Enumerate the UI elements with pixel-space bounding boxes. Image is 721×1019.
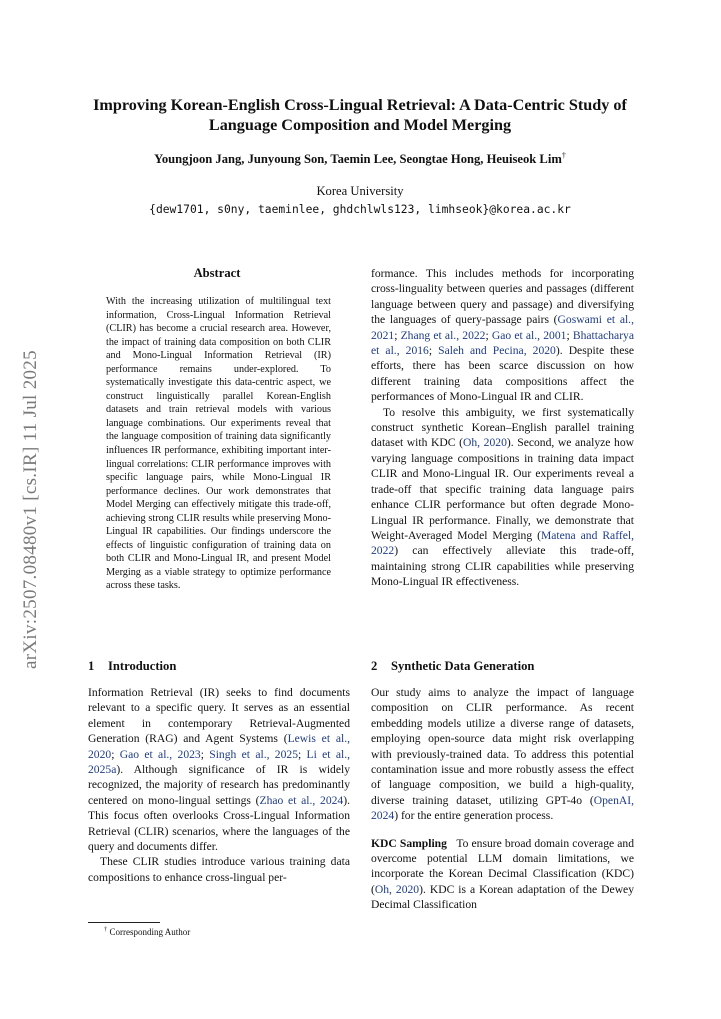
citation-link[interactable]: Lewis et al., 2020 bbox=[88, 732, 350, 761]
section-1-title: Introduction bbox=[108, 659, 177, 673]
section-1-number: 1 bbox=[88, 659, 95, 673]
section-2-number: 2 bbox=[371, 659, 378, 673]
text-run: ). Although significance of IR is widely recognized, the majority of research has predominantly centered on mono-lingual settings ( bbox=[88, 763, 350, 807]
text-run: ; bbox=[428, 344, 439, 358]
citation-link[interactable]: Matena and Raffel, 2022 bbox=[371, 528, 634, 558]
arxiv-identifier-stamp: arXiv:2507.08480v1 [cs.IR] 11 Jul 2025 bbox=[20, 350, 41, 670]
citation-link[interactable]: Singh et al., 2025 bbox=[209, 747, 298, 761]
abstract-heading: Abstract bbox=[193, 266, 241, 280]
citation-link[interactable]: OpenAI, 2024 bbox=[371, 793, 634, 823]
intro-paragraph-2: These CLIR studies introduce various training data compositions to enhance cross-lingual per- bbox=[88, 855, 350, 884]
text-run: ; bbox=[200, 747, 210, 761]
text-run: To ensure broad domain coverage and overcome potential LLM domain limitations, we incorporate the Korean Decimal Classification (KDC) ( bbox=[371, 836, 634, 896]
right-column-body-bottom bbox=[371, 685, 634, 913]
text-run: ) can effectively alleviate this trade-off, maintaining strong CLIR capabilities while preserving Mono-Lingual IR effectiveness. bbox=[371, 544, 634, 589]
text-run: ). Second, we analyze how varying language compositions in training data impact CLIR and Mono-Lingual IR. Our experiments reveal a trade-off that specific training data language pairs enhance CLIR performance but often degrade Mono-Lingual IR performance. Finally, we demonstrate that Weight-Averaged Model Merging ( bbox=[371, 436, 635, 542]
citation-link[interactable]: Bhattacharya et al., 2016 bbox=[371, 328, 634, 358]
footnote-rule bbox=[88, 922, 160, 923]
citation-link[interactable]: Gao et al., 2023 bbox=[119, 747, 201, 761]
text-run: ; bbox=[298, 747, 307, 761]
footnote bbox=[104, 926, 190, 937]
footnote-text: Corresponding Author bbox=[109, 927, 191, 937]
text-run: formance. This includes methods for incorporating cross-linguality between queries and passages (different language between query and passage) and diversifying the languages of query-passage pairs ( bbox=[371, 267, 634, 327]
text-run: ). Despite these efforts, there has been scarce discussion on how different training data compositions affect the performances of Mono-Lingual IR and CLIR. bbox=[371, 344, 634, 404]
abstract-text: With the increasing utilization of multilingual text information, Cross-Lingual Information Retrieval (CLIR) has become a crucial research area. However, the impact of training data composition on both CLIR and Mono-Lingual Information Retrieval (IR) performance remains under-explored. To systematically investigate this data-centric aspect, we construct linguistically parallel Korean-English datasets and train retrieval models with various language combinations. Our experiments reveal that the language composition of training data significantly influences IR performance, exhibiting important inter-lingual correlations: CLIR performance improves with specific language pairs, while Mono-Lingual IR performance declines. Our work demonstrates that Model Merging can effectively mitigate this trade-off, achieving strong CLIR results while preserving Mono-Lingual IR capabilities. Our findings underscore the effects of linguistic configuration of training data on both CLIR and Mono-Lingual IR, and present Model Merging as a viable strategy to optimize performance across these tasks. bbox=[106, 296, 331, 592]
text-run: ). KDC is a Korean adaptation of the Dewey Decimal Classification bbox=[371, 882, 635, 912]
section-1-heading bbox=[88, 659, 176, 674]
citation-link[interactable]: Oh, 2020 bbox=[463, 436, 507, 450]
left-column-body bbox=[88, 685, 350, 885]
section-2-paragraph-1 bbox=[371, 685, 634, 824]
text-run: ; bbox=[111, 747, 120, 761]
citation-link[interactable]: Oh, 2020 bbox=[374, 882, 420, 896]
citation-link[interactable]: Zhang et al., 2022 bbox=[400, 328, 486, 342]
section-2-paragraph-2 bbox=[371, 836, 634, 913]
author-list bbox=[70, 151, 650, 167]
text-run: Our study aims to analyze the impact of language composition on CLIR performance. As recent embedding models utilize a diverse range of datasets, employing open-source data might risk overlapping with previously-trained data. To address this potential contamination issue and more robustly assess the effect of language composition, we build a high-quality, diverse training dataset, utilizing GPT-4o ( bbox=[371, 686, 634, 807]
text-run: ; bbox=[394, 328, 401, 342]
author-names: Youngjoon Jang, Junyoung Son, Taemin Lee, Seongtae Hong, Heuiseok Lim bbox=[154, 152, 562, 167]
paper-title: Improving Korean-English Cross-Lingual Retrieval: A Data-Centric Study of Language Composition and Model Merging bbox=[93, 96, 627, 134]
text-run: ; bbox=[566, 328, 573, 342]
corresponding-author-mark: † bbox=[561, 151, 566, 160]
text-run: Information Retrieval (IR) seeks to find documents relevant to a specific query. It serves as an essential element in contemporary Retrieval-Augmented Generation (RAG) and Agent Systems ( bbox=[88, 686, 350, 746]
intro-paragraph-1 bbox=[88, 685, 350, 854]
citation-link[interactable]: Li et al., 2025a bbox=[88, 747, 351, 777]
citation-link[interactable]: Saleh and Pecina, 2020 bbox=[438, 344, 556, 358]
section-2-title: Synthetic Data Generation bbox=[391, 659, 535, 673]
intro-paragraph-4 bbox=[371, 405, 634, 590]
citation-link[interactable]: Goswami et al., 2021 bbox=[371, 313, 634, 342]
intro-paragraph-3 bbox=[371, 266, 634, 405]
text-run: To resolve this ambiguity, we first systematically construct synthetic Korean–English parallel training dataset with KDC ( bbox=[371, 405, 634, 450]
citation-link[interactable]: Gao et al., 2001 bbox=[491, 328, 567, 342]
author-emails: {dew1701, s0ny, taeminlee, ghdchlwls123, limhseok}@korea.ac.kr bbox=[149, 203, 571, 216]
paragraph-heading: KDC Sampling bbox=[371, 836, 447, 850]
footnote-mark: † bbox=[104, 926, 108, 933]
text-run: ). This focus often overlooks Cross-Lingual Information Retrieval (CLIR) scenarios, where the languages of the query and documents differ. bbox=[88, 793, 350, 854]
affiliation: Korea University bbox=[316, 184, 404, 198]
text-run: ) for the entire generation process. bbox=[394, 809, 554, 823]
text-run: ; bbox=[485, 328, 492, 342]
right-column-body-top bbox=[371, 266, 634, 590]
section-2-heading bbox=[371, 659, 534, 674]
citation-link[interactable]: Zhao et al., 2024 bbox=[259, 793, 344, 807]
